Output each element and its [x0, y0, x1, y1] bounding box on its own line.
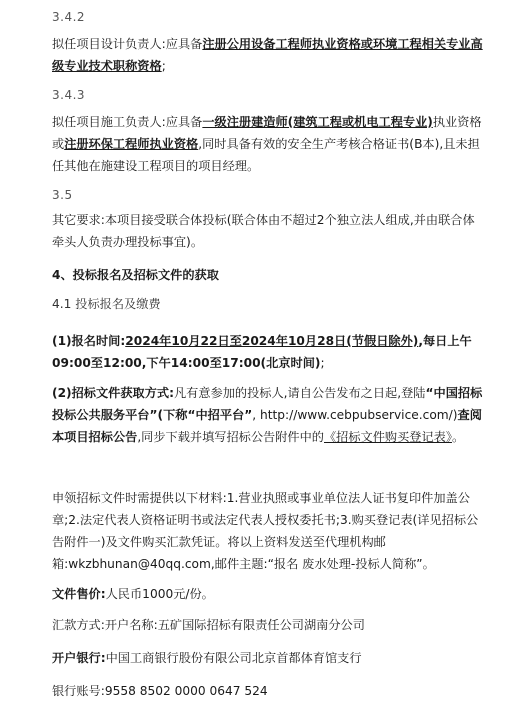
env-engineer-qualification: 注册环保工程师执业资格 — [64, 137, 199, 151]
account-name: 五矿国际招标有限责任公司湖南分公司 — [157, 618, 365, 632]
paragraph-required-materials: 申领招标文件时需提供以下材料:1.营业执照或事业单位法人证书复印件加盖公章;2.法定代表人资格证明书或法定代表人授权委托书;3.购买登记表(详见招标公告附件一)及文件购买汇款凭证。将以上资料发送至代理机构邮箱:wkzbhunan@40qq.com,邮件主题:“报名 废水处理-投标人简称”。 — [52, 491, 479, 571]
paragraph-construction-lead: 拟任项目施工负责人:应具备一级注册建造师(建筑工程或机电工程专业)执业资格或注册环保工程师执业资格,同时具备有效的安全生产考核合格证书(B本),且未担任其他在施建设工程项目的项目经理。 — [52, 115, 482, 173]
paragraph-document-access: (2)招标文件获取方式:凡有意参加的投标人,请自公告发布之日起,登陆“中国招标投标公共服务平台”(下称“中招平台”, http://www.cebpubservice.com/)查阅本项目招标公告,同步下载并填写招标公告附件中的《招标文件购买登记表》。 — [52, 386, 483, 444]
bank-name: 中国工商银行股份有限公司北京首都体育馆支行 — [105, 651, 362, 665]
registration-form-link[interactable]: 《招标文件购买登记表》 — [324, 430, 452, 444]
bank-line: 开户银行:中国工商银行股份有限公司北京首都体育馆支行 — [52, 651, 362, 665]
file-price: 人民币1000元/份。 — [105, 587, 214, 601]
paragraph-design-lead: 拟任项目设计负责人:应具备注册公用设备工程师执业资格或环境工程相关专业高级专业技术职称资格; — [52, 37, 483, 73]
registration-hours: ,每日上午09:00至12:00,下午14:00至17:00(北京时间) — [52, 334, 472, 370]
paragraph-registration-time: (1)报名时间:2024年10月22日至2024年10月28日(节假日除外),每日上午09:00至12:00,下午14:00至17:00(北京时间); — [52, 334, 472, 370]
section-number-3-5: 3.5 — [52, 188, 73, 202]
builder-qualification: 一级注册建造师(建筑工程或机电工程专业) — [202, 115, 433, 129]
registration-period: 2024年10月22日至2024年10月28日(节假日除外) — [125, 334, 419, 348]
section-heading-4: 4、投标报名及招标文件的获取 — [52, 268, 219, 282]
section-number-3-4-3: 3.4.3 — [52, 88, 86, 102]
design-lead-requirement: 注册公用设备工程师执业资格或环境工程相关专业高级专业技术职称资格 — [52, 37, 483, 73]
account-number-line: 银行账号:9558 8502 0000 0647 524 — [52, 684, 268, 698]
platform-url[interactable]: , http://www.cebpubservice.com/) — [252, 408, 458, 422]
file-price-line: 文件售价:人民币1000元/份。 — [52, 587, 214, 601]
account-name-line: 汇款方式:开户名称:五矿国际招标有限责任公司湖南分公司 — [52, 618, 365, 632]
section-heading-4-1: 4.1 投标报名及缴费 — [52, 297, 161, 311]
paragraph-other-requirements: 其它要求:本项目接受联合体投标(联合体由不超过2个独立法人组成,并由联合体牵头人负责办理投标事宜)。 — [52, 213, 475, 249]
section-number-3-4-2: 3.4.2 — [52, 10, 86, 24]
platform-name: “中国招标投标公共服务平台”(下称“中招平台” — [52, 386, 483, 422]
account-number: 9558 8502 0000 0647 524 — [104, 684, 268, 698]
